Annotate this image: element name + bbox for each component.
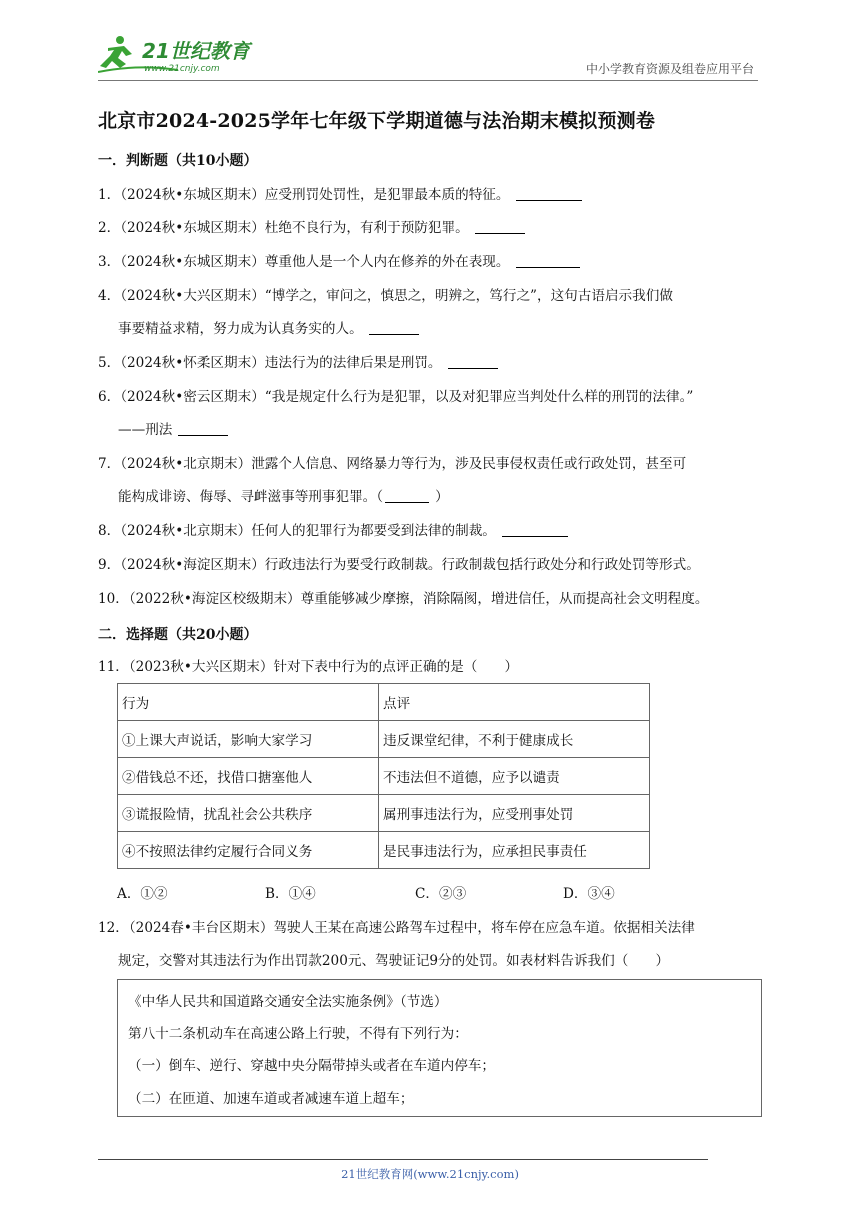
question-text: ） [435, 489, 449, 505]
question-text: 12．（2024春•丰台区期末）驾驶人王某在高速公路驾车过程中，将车停在应急车道。依据相关法律 [98, 920, 695, 936]
question-3 [98, 247, 768, 277]
question-9 [98, 550, 768, 580]
answer-blank[interactable] [516, 186, 582, 201]
page-header [98, 30, 758, 80]
question-text: 事要精益求精，努力成为认真务实的人。 [118, 321, 363, 337]
material-line: （二）在匝道、加速车道或者减速车道上超车； [128, 1091, 414, 1107]
table-cell: ④不按照法律约定履行合同义务 [118, 832, 379, 869]
logo-text: 21世纪教育 [142, 39, 250, 63]
page-title: 北京市2024-2025学年七年级下学期道德与法治期末模拟预测卷 [98, 110, 656, 132]
material-line: 《中华人民共和国道路交通安全法实施条例》（节选） [128, 994, 448, 1010]
table-cell: ②借钱总不还，找借口搪塞他人 [118, 758, 379, 795]
question-text: 4．（2024秋•大兴区期末）“博学之，审问之，慎思之，明辨之，笃行之”，这句古语启示我们做 [98, 288, 673, 304]
question-text: 6．（2024秋•密云区期末）“我是规定什么行为是犯罪，以及对犯罪应当判处什么样的刑罚的法律。” [98, 389, 694, 405]
behavior-table [117, 683, 650, 869]
material-line: 第八十二条机动车在高速公路上行驶，不得有下列行为： [128, 1026, 468, 1042]
answer-blank[interactable] [475, 219, 525, 234]
question-text: 规定，交警对其违法行为作出罚款200元、驾驶证记9分的处罚。如表材料告诉我们（ ） [118, 953, 670, 969]
question-text: 9．（2024秋•海淀区期末）行政违法行为要受行政制裁。行政制裁包括行政处分和行政处罚等形式。 [98, 557, 700, 573]
question-4 [98, 281, 768, 344]
header-divider [98, 80, 758, 81]
table-cell: 属刑事违法行为，应受刑事处罚 [379, 795, 650, 832]
answer-blank[interactable] [369, 320, 419, 335]
question-text: ——刑法 [118, 422, 173, 438]
question-text: 7．（2024秋•北京期末）泄露个人信息、网络暴力等行为，涉及民事侵权责任或行政处罚，甚至可 [98, 456, 687, 472]
table-row [118, 795, 650, 832]
platform-name: 中小学教育资源及组卷应用平台 [585, 62, 754, 76]
answer-blank[interactable] [178, 421, 228, 436]
question-text: 10．（2022秋•海淀区校级期末）尊重能够减少摩擦，消除隔阂，增进信任，从而提高社会文明程度。 [98, 591, 709, 607]
question-text: 1．（2024秋•东城区期末）应受刑罚处罚性，是犯罪最本质的特征。 [98, 187, 510, 203]
question-text: 2．（2024秋•东城区期末）杜绝不良行为，有利于预防犯罪。 [98, 220, 469, 236]
question-1 [98, 180, 768, 210]
table-row [118, 721, 650, 758]
question-text: 能构成诽谤、侮辱、寻衅滋事等刑事犯罪。（ [118, 489, 384, 505]
table-cell: 违反课堂纪律，不利于健康成长 [379, 721, 650, 758]
material-line: （一）倒车、逆行、穿越中央分隔带掉头或者在车道内停车； [128, 1058, 496, 1074]
question-text: 8．（2024秋•北京期末）任何人的犯罪行为都要受到法律的制裁。 [98, 523, 496, 539]
table-row [118, 832, 650, 869]
question-text: 5．（2024秋•怀柔区期末）违法行为的法律后果是刑罚。 [98, 355, 442, 371]
table-cell: ①上课大声说话，影响大家学习 [118, 721, 379, 758]
question-text: 3．（2024秋•东城区期末）尊重他人是一个人内在修养的外在表现。 [98, 254, 510, 270]
question-text: 11．（2023秋•大兴区期末）针对下表中行为的点评正确的是（ ） [98, 659, 519, 675]
table-header-row [118, 684, 650, 721]
question-10 [98, 584, 768, 614]
option-b[interactable]: B．①④ [265, 886, 316, 902]
table-header-cell: 行为 [118, 684, 379, 721]
table-cell: 不违法但不道德，应予以谴责 [379, 758, 650, 795]
option-a[interactable]: A．①② [117, 886, 168, 902]
table-header-cell: 点评 [379, 684, 650, 721]
answer-blank[interactable] [516, 253, 580, 268]
option-c[interactable]: C．②③ [415, 886, 467, 902]
question-6 [98, 382, 768, 445]
answer-blank[interactable] [385, 488, 429, 503]
question-5 [98, 348, 768, 378]
answer-blank[interactable] [502, 522, 568, 537]
section-judgement: 一．判断题（共10小题） [98, 153, 258, 169]
question-8 [98, 516, 768, 546]
footer-divider [98, 1159, 708, 1160]
question-2 [98, 213, 768, 243]
answer-blank[interactable] [448, 354, 498, 369]
question-12 [98, 913, 768, 976]
table-row [118, 758, 650, 795]
section-choice: 二．选择题（共20小题） [98, 627, 258, 643]
logo-url: www.21cnjy.com [144, 64, 220, 74]
question-11 [98, 652, 768, 682]
footer-link[interactable]: 21世纪教育网(www.21cnjy.com) [341, 1167, 519, 1181]
question-7 [98, 449, 768, 512]
table-cell: 是民事违法行为，应承担民事责任 [379, 832, 650, 869]
option-d[interactable]: D．③④ [563, 886, 615, 902]
table-cell: ③谎报险情，扰乱社会公共秩序 [118, 795, 379, 832]
logo-icon [98, 34, 268, 74]
material-box [117, 979, 762, 1117]
